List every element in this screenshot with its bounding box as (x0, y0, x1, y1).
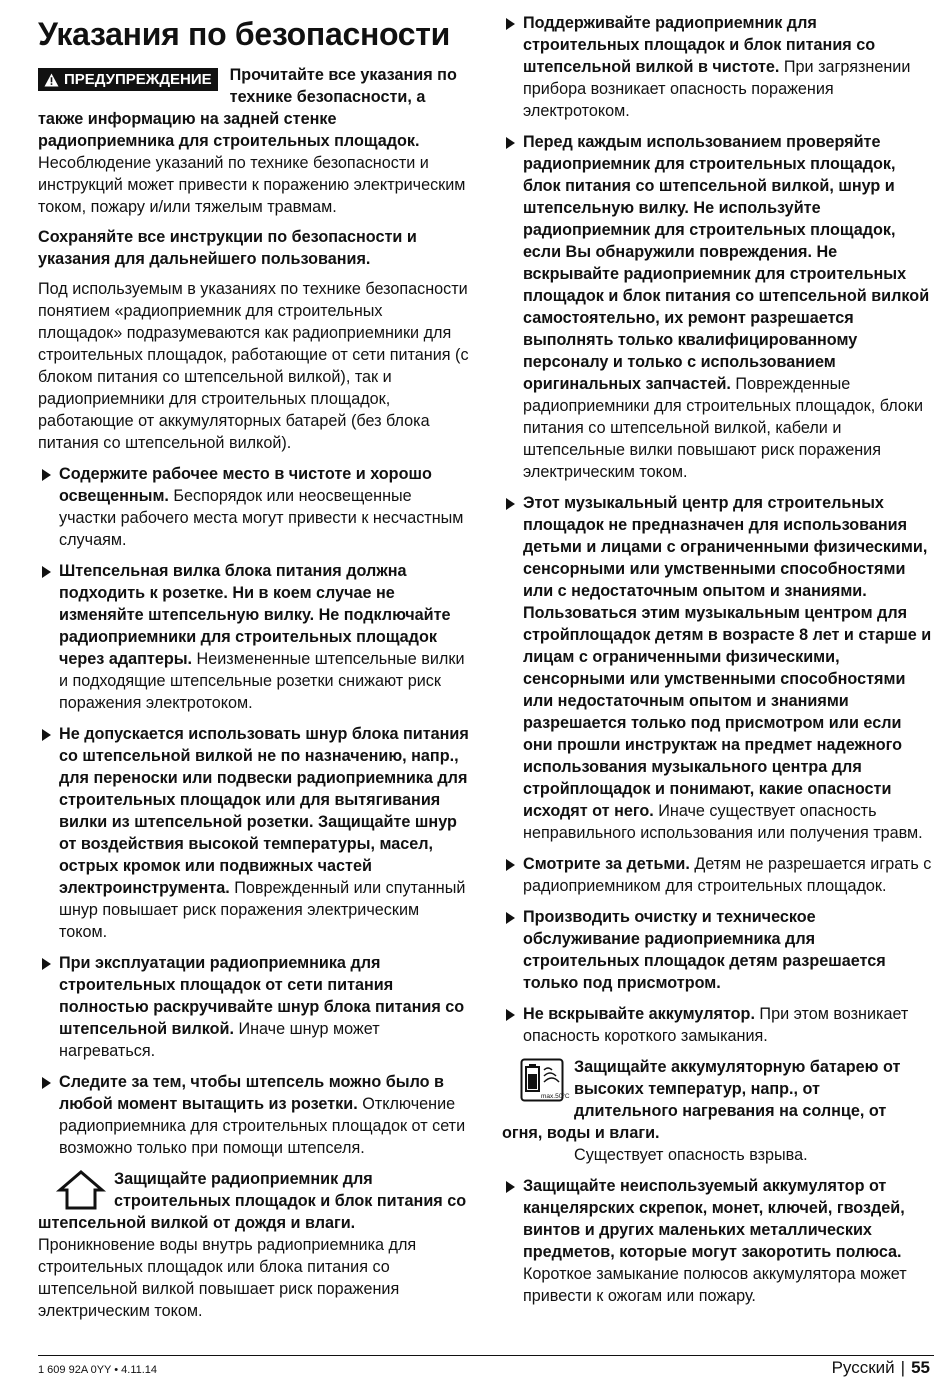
item-text: Иначе шнур может нагреваться. (59, 1020, 380, 1060)
item-bold: Поддерживайте радиоприемник для строительных площадок и блок питания со штепсельной вилкой в чистоте. (523, 14, 876, 76)
list-item (38, 560, 470, 714)
item-text: Отключение радиоприемника для строительных площадок от сети возможно только при помощи штепселя. (59, 1095, 466, 1157)
definition-paragraph: Под используемым в указаниях по технике безопасности понятием «радиоприемник для строительных площадок» подразумеваются как радиоприемники для строительных площадок, работающие от сети питания (с блоком питания со штепсельной вилкой), так и радиоприемники для строительных площадок, работающие от аккумуляторных батарей (без блока питания со штепсельной вилкой). (38, 280, 469, 452)
item-text: При загрязнении прибора возникает опасность поражения электротоком. (523, 58, 911, 120)
item-text: Поврежденный или спутанный шнур повышает риск поражения электрическим током. (59, 879, 466, 941)
list-item (38, 463, 470, 551)
page-number: 55 (911, 1358, 930, 1377)
bullet-arrow-icon (42, 469, 51, 481)
bullet-arrow-icon (42, 1077, 51, 1089)
item-bold: При эксплуатации радиоприемника для строительных площадок от сети питания полностью раскручивайте шнур блока питания со штепсельной вилкой. (59, 954, 465, 1038)
item-bold: Не допускается использовать шнур блока питания со штепсельной вилкой не по назначению, напр., для переноски или подвески радиоприемника для строительных площадок или для вытягивания вилки из штепсельной розетки. Защищайте шнур от воздействия высокой температуры, масел, острых кромок или подвижных частей электроинструмента. (59, 725, 469, 897)
battery-block-text: Существует опасность взрыва. (574, 1146, 808, 1164)
left-column (38, 0, 470, 1322)
item-text: Короткое замыкание полюсов аккумулятора может привести к ожогам или пожару. (523, 1265, 907, 1305)
battery-block-bold: Защищайте аккумуляторную батарею от высоких температур, напр., от длительного нагревания на солнце, от огня, воды и влаги. (502, 1058, 901, 1142)
list-item (38, 952, 470, 1062)
house-block-text: Проникновение воды внутрь радиоприемника для строительных площадок или блока питания со штепсельной вилкой повышает риск поражения электрическим током. (38, 1236, 417, 1320)
item-text: Неизмененные штепсельные вилки и подходящие штепсельные розетки снижают риск поражения электротоком. (59, 650, 465, 712)
item-bold: Содержите рабочее место в чистоте и хорошо освещенным. (59, 465, 432, 505)
list-item (502, 12, 934, 122)
house-block-bold: Защищайте радиоприемник для строительных площадок и блок питания со штепсельной вилкой от дождя и влаги. (38, 1170, 467, 1232)
bullet-arrow-icon (506, 912, 515, 924)
warning-icon (44, 73, 59, 87)
item-bold: Производить очистку и техническое обслуживание радиоприемника для строительных площадок детям разрешается только под присмотром. (523, 908, 886, 992)
item-text: Иначе существует опасность неправильного использования или получения травм. (523, 802, 923, 842)
list-item (502, 492, 934, 844)
item-text: Поврежденные радиоприемники для строительных площадок, блоки питания со штепсельной вилкой, кабели и штепсельные вилки повышают риск поражения электрическим током. (523, 375, 924, 481)
document-code: 1 609 92A 0YY • 4.11.14 (38, 1364, 158, 1376)
item-bold: Следите за тем, чтобы штепсель можно было в любой момент вытащить из розетки. (59, 1073, 444, 1113)
list-item (38, 1071, 470, 1159)
page-title: Указания по безопасности (38, 16, 451, 52)
list-item (502, 1003, 934, 1047)
house-protection-block (38, 1168, 470, 1322)
bullet-arrow-icon (506, 18, 515, 30)
item-bold: Штепсельная вилка блока питания должна подходить к розетке. Ни в коем случае не изменяйте штепсельную вилку. Не подключайте радиоприемники для строительных площадок через адаптеры. (59, 562, 451, 668)
warning-badge (38, 68, 218, 91)
list-item (502, 853, 934, 897)
bullet-arrow-icon (506, 1009, 515, 1021)
item-bold: Этот музыкальный центр для строительных площадок не предназначен для использования детьми и лицами с ограниченными физическими, сенсорными или умственными способностями или с недостаточным опытом и знаниями. Пользоваться этим музыкальным центром для стройплощадок детям в возрасте 8 лет и старше и лицам с ограниченными физическими, сенсорными или умственными способностями или недостаточным опытом и знаниями разрешается только под присмотром или если они прошли инструктаж на предмет надежного использования музыкального центра для стройплощадок и понимают, какие опасности исходят от него. (523, 494, 932, 820)
bullet-arrow-icon (506, 859, 515, 871)
list-item (502, 131, 934, 483)
bullet-arrow-icon (42, 566, 51, 578)
list-item (38, 723, 470, 943)
list-item (502, 906, 934, 994)
battery-icon-label: max.50°C (541, 1093, 570, 1100)
item-bold: Не вскрывайте аккумулятор. (523, 1005, 755, 1023)
warning-intro (38, 64, 470, 218)
battery-heat-icon (520, 1058, 570, 1102)
item-text: При этом возникает опасность короткого замыкания. (523, 1005, 909, 1045)
item-text: Детям не разрешается играть с радиоприемником для строительных площадок. (523, 855, 932, 895)
page-info (832, 1358, 930, 1378)
intro-text: Несоблюдение указаний по технике безопасности и инструкций может привести к поражению электрическим током, пожару и/или тяжелым травмам. (38, 154, 466, 216)
save-instructions-text: Сохраняйте все инструкции по безопасности и указания для дальнейшего пользования. (38, 228, 417, 268)
item-bold: Защищайте неиспользуемый аккумулятор от канцелярских скрепок, монет, ключей, гвоздей, винтов и других маленьких металлических предметов, которые могут закоротить полюса. (523, 1177, 905, 1261)
page-footer (38, 1355, 934, 1377)
house-rain-icon (58, 1170, 104, 1210)
bullet-arrow-icon (506, 1181, 515, 1193)
battery-temperature-block (502, 1056, 934, 1166)
warning-label: ПРЕДУПРЕЖДЕНИЕ (64, 71, 212, 88)
intro-bold: Прочитайте все указания по технике безопасности, а также информацию на задней стенке радиоприемника для строительных площадок. (38, 66, 457, 150)
footer-separator: | (900, 1358, 906, 1377)
item-bold: Смотрите за детьми. (523, 855, 690, 873)
list-item (502, 1175, 934, 1307)
bullet-arrow-icon (42, 958, 51, 970)
item-text: Беспорядок или неосвещенные участки рабочего места могут привести к несчастным случаям. (59, 487, 464, 549)
bullet-arrow-icon (42, 729, 51, 741)
save-instructions (38, 226, 470, 270)
language-label: Русский (831, 1358, 895, 1377)
bullet-arrow-icon (506, 137, 515, 149)
right-column (502, 0, 934, 1307)
item-bold: Перед каждым использованием проверяйте радиоприемник для строительных площадок, блок питания со штепсельной вилкой, шнур и штепсельную вилку. Не используйте радиоприемник для строительных площадок, если Вы обнаружили повреждения. Не вскрывайте радиоприемник для строительных площадок и блок питания со штепсельной вилкой самостоятельно, их ремонт разрешается выполнять только квалифицированному персоналу и только с использованием оригинальных запчастей. (523, 133, 930, 393)
bullet-arrow-icon (506, 498, 515, 510)
